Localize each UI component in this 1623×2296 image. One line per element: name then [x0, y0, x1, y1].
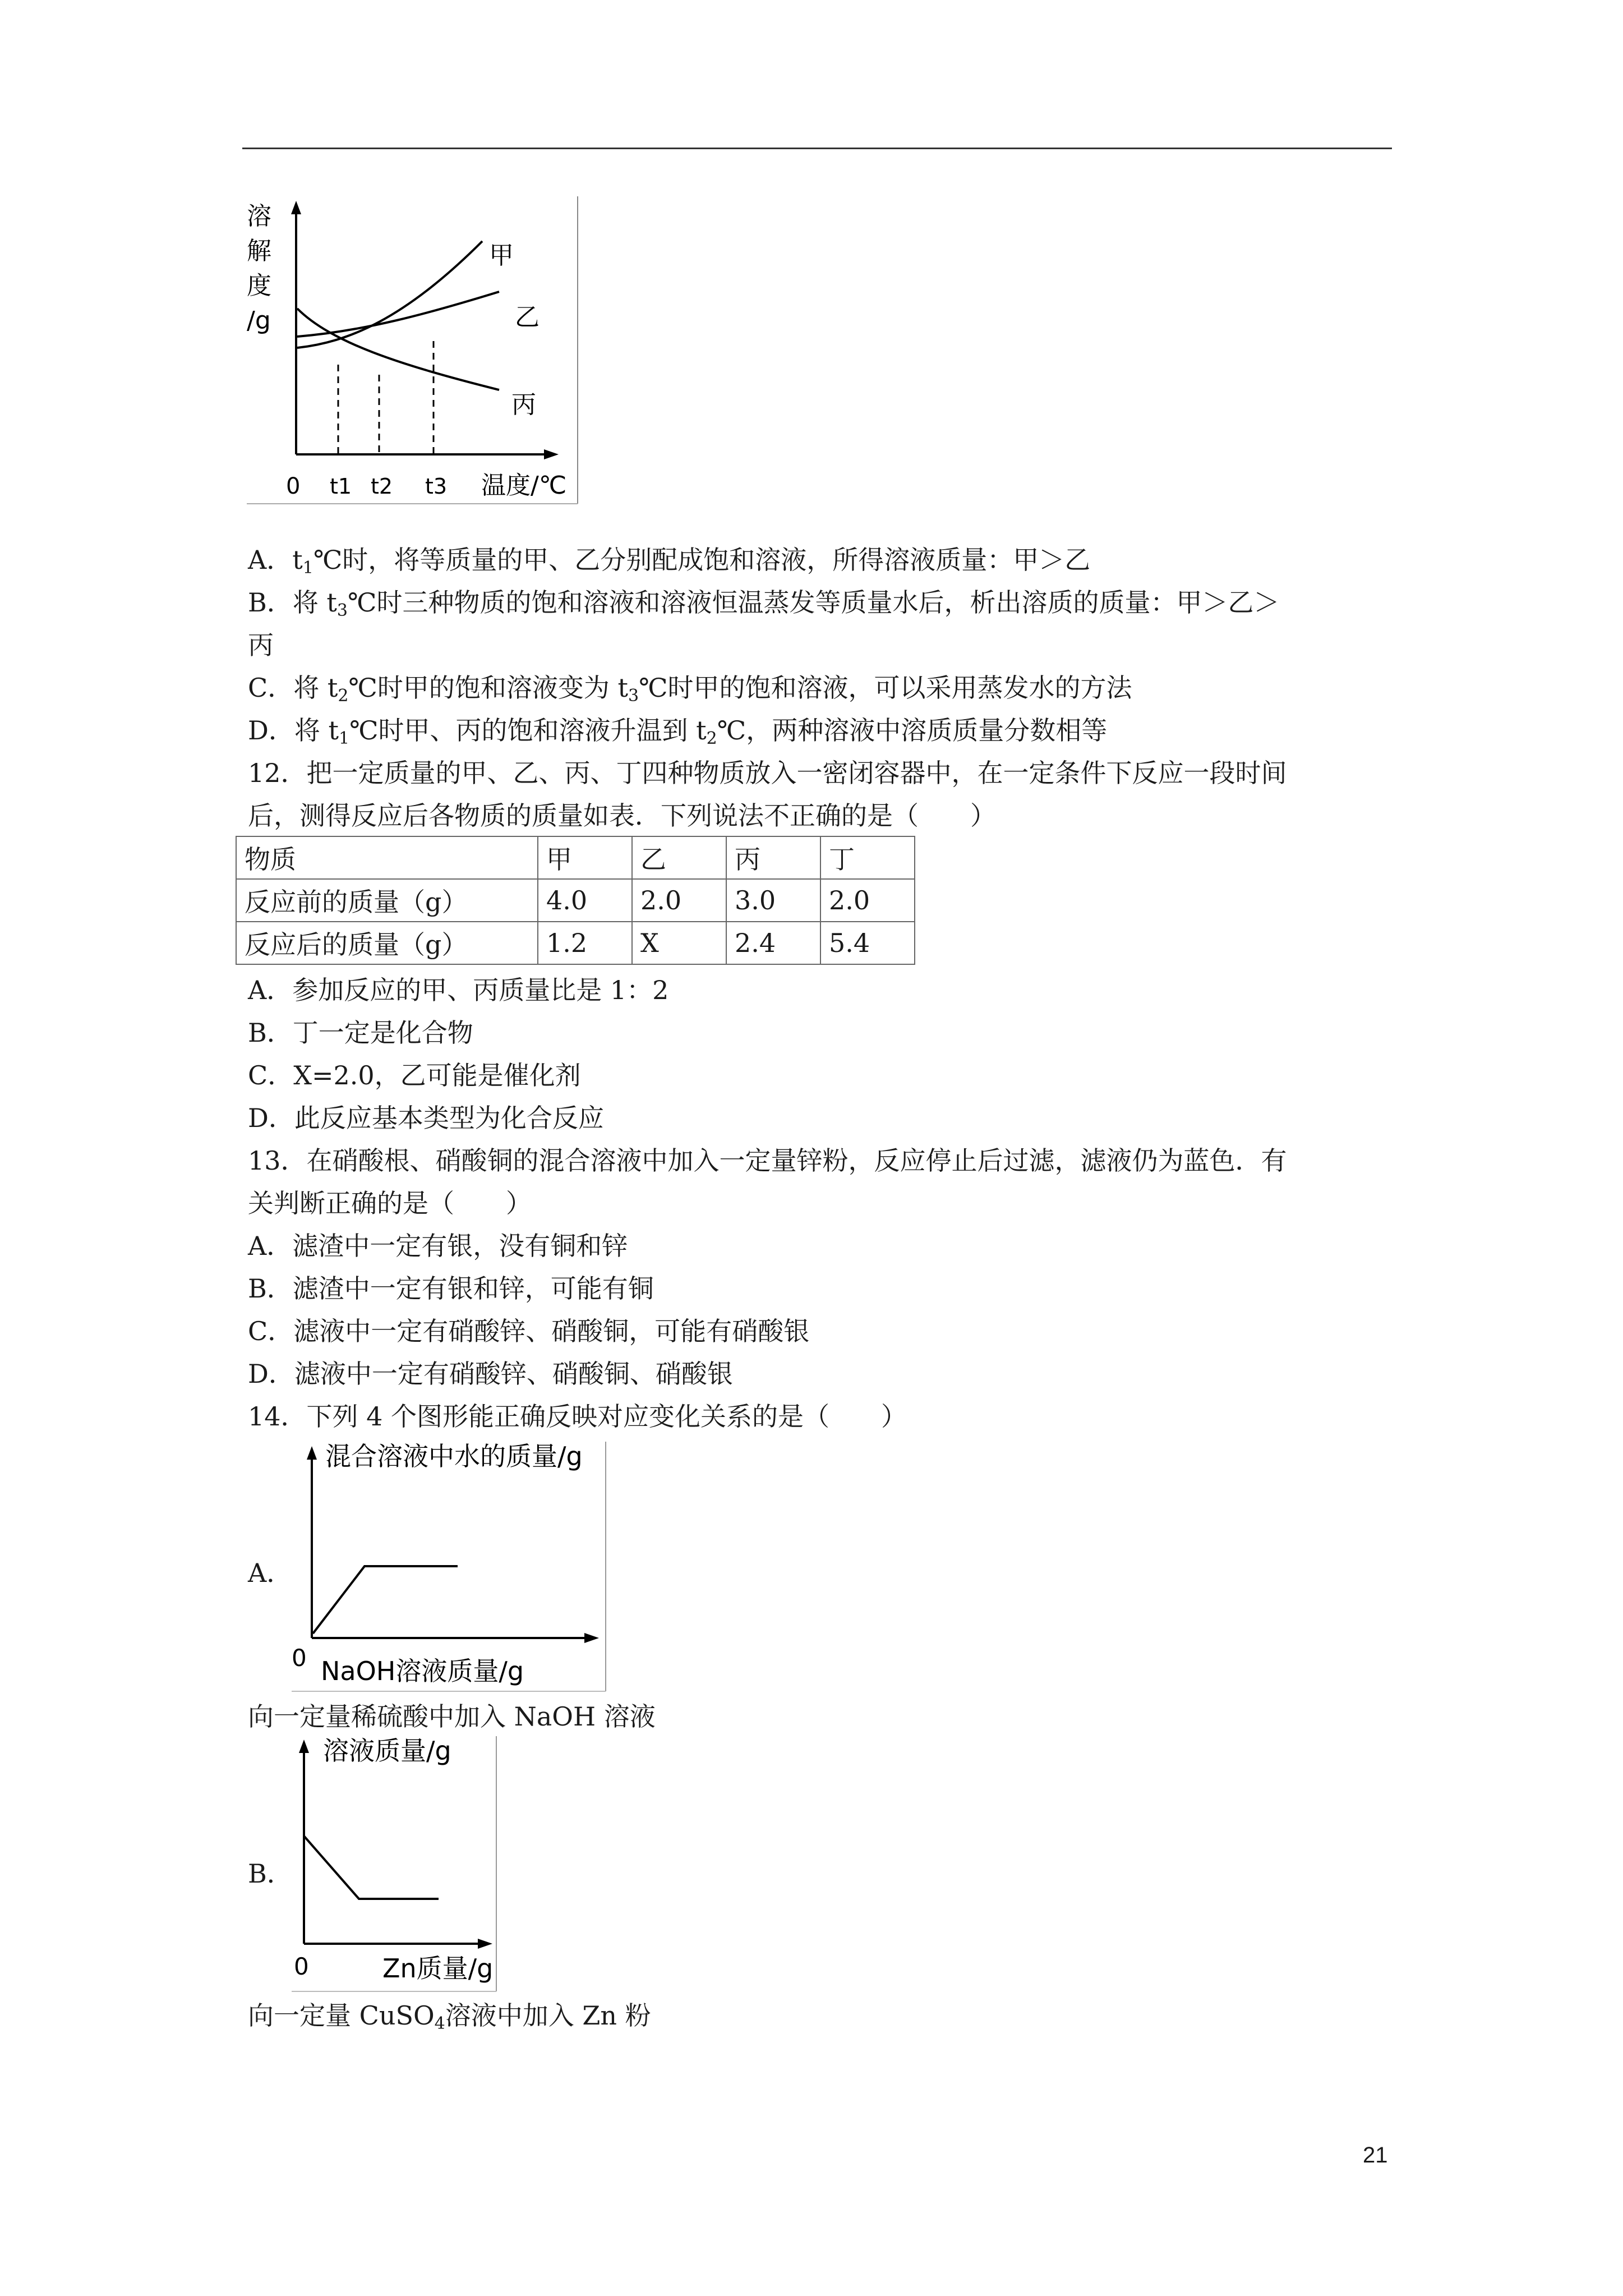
- solubility-curve-figure: [247, 196, 583, 510]
- option-text: t: [292, 545, 303, 575]
- q13-option-d: D．滤液中一定有硝酸锌、硝酸铜、硝酸银: [248, 1359, 733, 1389]
- table-cell: 3.0: [726, 879, 820, 922]
- q14-caption-a: 向一定量稀硫酸中加入 NaOH 溶液: [248, 1701, 656, 1732]
- table-cell: 2.0: [820, 879, 915, 922]
- subscript: 3: [628, 686, 639, 706]
- q14-stem: 14．下列 4 个图形能正确反映对应变化关系的是（ ）: [248, 1401, 907, 1432]
- x-axis-label: 温度/℃: [481, 471, 567, 500]
- header-rule: [242, 148, 1392, 149]
- page-number: 21: [1363, 2143, 1388, 2168]
- tick-t2: t2: [371, 474, 393, 499]
- q12-option-d: D．此反应基本类型为化合反应: [248, 1103, 604, 1133]
- q14-option-b-letter: B．: [248, 1858, 293, 1889]
- graph-a-ylabel: 混合溶液中水的质量/g: [325, 1442, 583, 1471]
- q12-option-b: B．丁一定是化合物: [248, 1018, 473, 1048]
- option-text: ℃时，将等质量的甲、乙分别配成饱和溶液，所得溶液质量：甲＞乙: [313, 545, 1091, 575]
- q11-option-c: [248, 671, 1132, 705]
- q11-option-d: [248, 714, 1107, 747]
- subscript: 2: [706, 729, 717, 748]
- table-row: [236, 922, 915, 964]
- option-letter: B．: [248, 587, 293, 618]
- option-text: 将 t: [293, 673, 338, 703]
- table-cell: X: [632, 922, 726, 964]
- graph-a-origin: 0: [292, 1644, 307, 1672]
- q14-option-a-letter: A．: [248, 1558, 293, 1588]
- option-letter: A．: [248, 545, 293, 575]
- q13-option-c: C．滤液中一定有硝酸锌、硝酸铜，可能有硝酸银: [248, 1316, 810, 1346]
- q14-caption-b: [248, 1999, 651, 2032]
- caption-text: 溶液中加入 Zn 粉: [445, 2000, 651, 2031]
- q11-option-b-cont: 丙: [248, 630, 274, 660]
- curve-label-jia: 甲: [489, 241, 514, 270]
- tick-t1: t1: [330, 474, 352, 499]
- table-cell: 4.0: [538, 879, 632, 922]
- origin-label: 0: [286, 473, 301, 499]
- subscript: 1: [302, 558, 313, 578]
- q12-stem-line2: 后，测得反应后各物质的质量如表．下列说法不正确的是（ ）: [248, 800, 996, 831]
- table-cell: 1.2: [538, 922, 632, 964]
- option-letter: D．: [248, 715, 294, 746]
- table-cell: 丙: [726, 836, 820, 879]
- y-label-char: 溶: [247, 202, 271, 231]
- option-text: ℃，两种溶液中溶质质量分数相等: [717, 715, 1108, 746]
- option-text: ℃时甲、丙的饱和溶液升温到 t: [349, 715, 707, 746]
- table-cell: 甲: [538, 836, 632, 879]
- y-label-char: 解: [247, 237, 271, 265]
- q13-stem-line2: 关判断正确的是（ ）: [248, 1188, 532, 1218]
- table-cell: 丁: [820, 836, 915, 879]
- q12-stem-line1: 12．把一定质量的甲、乙、丙、丁四种物质放入一密闭容器中，在一定条件下反应一段时间: [248, 758, 1287, 788]
- q12-option-c: C．X=2.0，乙可能是催化剂: [248, 1060, 581, 1091]
- q13-option-b: B．滤渣中一定有银和锌，可能有铜: [248, 1273, 654, 1304]
- table-cell: 反应后的质量（g）: [236, 922, 538, 964]
- q13-stem-line1: 13．在硝酸根、硝酸铜的混合溶液中加入一定量锌粉，反应停止后过滤，滤液仍为蓝色．有: [248, 1145, 1287, 1176]
- caption-text: 向一定量 CuSO: [248, 2000, 435, 2031]
- table-cell: 乙: [632, 836, 726, 879]
- curve-jia: [297, 241, 482, 348]
- q13-option-a: A．滤渣中一定有银，没有铜和锌: [248, 1231, 628, 1261]
- option-text: 将 t: [292, 587, 337, 618]
- option-text: 将 t: [294, 715, 339, 746]
- option-text: ℃时三种物质的饱和溶液和溶液恒温蒸发等质量水后，析出溶质的质量：甲＞乙＞: [348, 587, 1280, 618]
- table-cell: 反应前的质量（g）: [236, 879, 538, 922]
- table-cell: 物质: [236, 836, 538, 879]
- curve-label-yi: 乙: [515, 303, 540, 332]
- table-cell: 2.0: [632, 879, 726, 922]
- table-header-row: [236, 836, 915, 879]
- curve-label-bing: 丙: [511, 390, 536, 419]
- graph-b-ylabel: 溶液质量/g: [323, 1736, 451, 1766]
- y-label-char: /g: [247, 306, 271, 335]
- table-row: [236, 879, 915, 922]
- graph-a-line: [313, 1566, 458, 1634]
- q14-graph-a: [292, 1442, 611, 1694]
- graph-b-origin: 0: [294, 1953, 309, 1980]
- subscript: 4: [434, 2014, 445, 2033]
- q11-option-b: [248, 586, 1279, 619]
- q11-option-a: [248, 543, 1090, 577]
- y-label-char: 度: [247, 272, 271, 300]
- graph-a-xlabel: NaOH溶液质量/g: [321, 1656, 524, 1686]
- subscript: 2: [338, 686, 349, 706]
- table-cell: 2.4: [726, 922, 820, 964]
- tick-t3: t3: [425, 474, 448, 499]
- q14-graph-b: [292, 1736, 502, 1994]
- option-text: ℃时甲的饱和溶液变为 t: [348, 673, 628, 703]
- table-cell: 5.4: [820, 922, 915, 964]
- graph-b-xlabel: Zn质量/g: [382, 1953, 494, 1984]
- subscript: 1: [339, 729, 350, 748]
- mass-table: [236, 836, 915, 965]
- subscript: 3: [336, 601, 348, 620]
- graph-b-line: [304, 1836, 439, 1899]
- option-text: ℃时甲的饱和溶液，可以采用蒸发水的方法: [639, 673, 1132, 703]
- option-letter: C．: [248, 673, 294, 703]
- q12-option-a: A．参加反应的甲、丙质量比是 1：2: [248, 975, 669, 1005]
